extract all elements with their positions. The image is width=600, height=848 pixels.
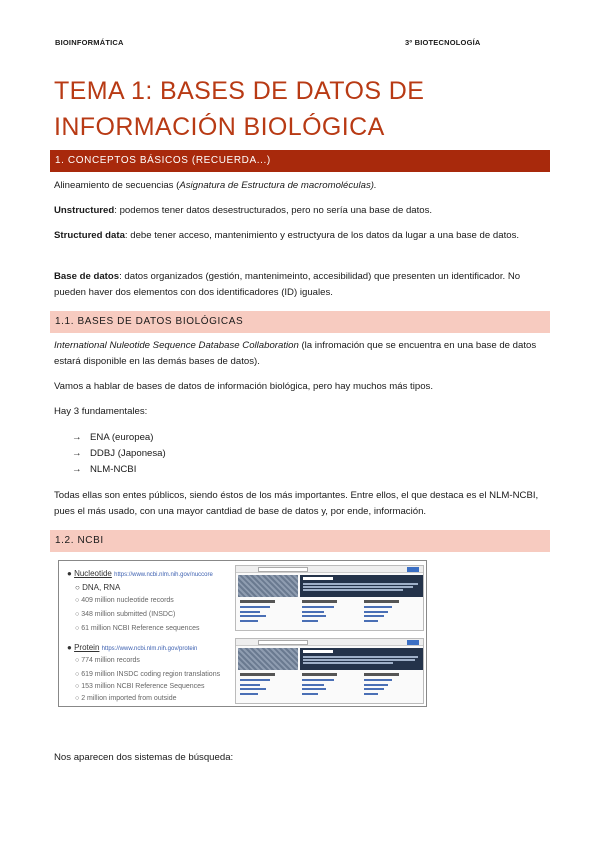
figure-block1-item: ○ 61 million NCBI Reference sequences — [75, 625, 200, 632]
term-unstructured: Unstructured — [54, 205, 115, 216]
figure-block2-item: ○ 619 million INSDC coding region translations — [75, 671, 221, 678]
figure-block1-item: ○ 348 million submitted (INSDC) — [75, 611, 176, 618]
figure-block2-item: ○ 2 million imported from outside — [75, 695, 177, 702]
paragraph-alineamiento — [54, 178, 548, 194]
paragraph-vamos: Vamos a hablar de bases de datos de información biológica, pero hay muchos más tipos. — [54, 381, 433, 392]
list-item-text: NLM-NCBI — [90, 464, 137, 475]
figure-block1-url: https://www.ncbi.nlm.nih.gov/nuccore — [114, 572, 213, 578]
figure-text-panel — [59, 561, 231, 707]
figure-block1-item: ○ 409 million nucleotide records — [75, 597, 174, 604]
paragraph-unstructured — [54, 203, 548, 219]
paragraph-structured-text: : debe tener acceso, mantenimiento y estructyura de los datos da lugar a una base de datos. — [124, 230, 520, 241]
paragraph-alineamiento-text: Alineamiento de secuencias ( — [54, 180, 180, 191]
paragraph-base-de-datos — [54, 269, 548, 301]
paragraph-structured — [54, 228, 548, 244]
list-item-text: ENA (europea) — [90, 432, 154, 443]
arrow-icon: → — [72, 464, 82, 475]
nucleotide-screenshot — [235, 565, 424, 631]
paragraph-sistemas-busqueda: Nos aparecen dos sistemas de búsqueda: — [54, 752, 234, 763]
paragraph-insdc-italic: International Nuleotide Sequence Database Collaboration — [54, 340, 299, 351]
figure-block2-url: https://www.ncbi.nlm.nih.gov/protein — [101, 646, 198, 652]
paragraph-unstructured-text: : podemos tener datos desestructurados, pero no sería una base de datos. — [114, 205, 433, 216]
list-item — [72, 462, 136, 478]
section-heading-1-1: 1.1. BASES DE DATOS BIOLÓGICAS — [50, 311, 550, 333]
list-item — [72, 430, 153, 446]
figure-block2-item: ○ 774 million records — [75, 657, 140, 664]
section-heading-1-2: 1.2. NCBI — [50, 530, 550, 552]
section-heading-1: 1. CONCEPTOS BÁSICOS (RECUERDA...) — [50, 150, 550, 172]
paragraph-todas-ellas: Todas ellas son entes públicos, siendo éstos de los más importantes. Entre ellos, el que destaca es el NLM-NCBI, pues el más usado, con una mayor cantdiad de base de datos y, por ende, información. — [54, 490, 539, 517]
figure-block1-title: ● Nucleotide https://www.ncbi.nlm.nih.gov/nuccore — [67, 569, 213, 578]
paragraph-hay-3: Hay 3 fundamentales: — [54, 406, 148, 417]
ncbi-figure — [58, 560, 427, 707]
arrow-icon: → — [72, 448, 82, 459]
list-item — [72, 446, 166, 462]
figure-screenshots — [231, 561, 427, 707]
header-course: 3º BIOTECNOLOGÍA — [405, 38, 481, 47]
title-line-2: INFORMACIÓN BIOLÓGICA — [54, 113, 385, 141]
paragraph-alineamiento-italic: Asignatura de Estructura de macromoléculas). — [179, 180, 377, 191]
title-line-1: TEMA 1: BASES DE DATOS DE — [54, 77, 425, 105]
paragraph-insdc-text: (la infromación que se encuentra en una base de datos estará disponible en las demás bases de datos). — [54, 340, 537, 367]
paragraph-base-de-datos-text: : datos organizados (gestión, mantenimeinto, accesibilidad) que presenten un identificador. No pueden haver dos elementos con dos identificadores (ID) iguales. — [54, 271, 521, 298]
arrow-icon: → — [72, 432, 82, 443]
paragraph-insdc — [54, 338, 548, 370]
list-item-text: DDBJ (Japonesa) — [90, 448, 166, 459]
figure-block1-item: ○ DNA, RNA — [75, 583, 121, 592]
page-title — [54, 73, 554, 145]
protein-screenshot — [235, 638, 424, 704]
term-base-de-datos: Base de datos — [54, 271, 120, 282]
figure-block2-item: ○ 153 million NCBI Reference Sequences — [75, 683, 205, 690]
header-subject: BIOINFORMÁTICA — [55, 38, 124, 47]
figure-block2-title: ● Protein https://www.ncbi.nlm.nih.gov/protein — [67, 643, 198, 652]
term-structured-data: Structured data — [54, 230, 125, 241]
